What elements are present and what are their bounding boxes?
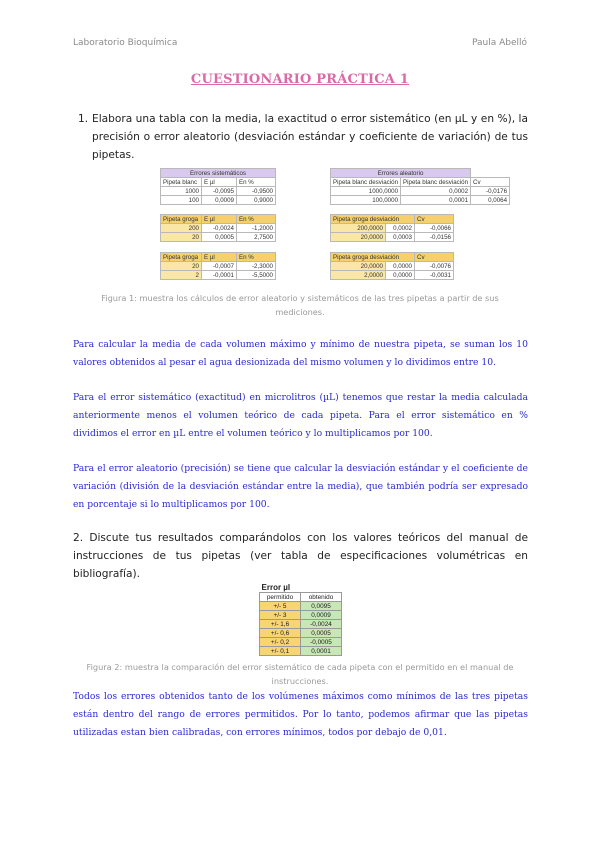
table-cell: 2 [161, 271, 202, 280]
fig1-right-block-1 [330, 168, 510, 205]
fig1-left-block-3 [160, 252, 276, 280]
table-cell: 0,0000 [386, 262, 415, 271]
table-cell: 200 [161, 224, 202, 233]
table-cell: -2,3000 [237, 262, 276, 271]
table-row [260, 647, 342, 656]
figure-2-caption: Figura 2: muestra la comparación del error sistemático de cada pipeta con el permitido en el manual de instrucciones. [86, 662, 514, 686]
table-cell: 100,0000 [331, 196, 401, 205]
table-row [260, 638, 342, 647]
question-2-text: Discute tus resultados comparándolos con los valores teóricos del manual de instrucciones de tus pipetas (ver tabla de especificaciones volumétricas en bibliografía). [73, 532, 528, 580]
table-cell: -0,0024 [301, 620, 342, 629]
paragraph-error-sistematico: Para el error sistemático (exactitud) en microlitros (µL) tenemos que restar la media calculada anteriormente menos el volumen teórico de cada pipeta. Para el error sistemático en % dividimos el error en µL entre el volumen teórico y lo multiplicamos por 100. [73, 392, 528, 439]
table-cell: 2,7500 [237, 233, 276, 242]
table-row [260, 611, 342, 620]
col-header: Pipeta groga [161, 215, 202, 224]
col-header: E µl [202, 215, 237, 224]
paragraph-conclusion: Todos los errores obtenidos tanto de los volúmenes máximos como mínimos de las tres pipetas están dentro del rango de errores permitidos. Por lo tanto, podemos afirmar que las pipetas utilizadas estan bien calibradas, con errores mínimos, todos por debajo de 0,01. [73, 691, 528, 738]
table-cell: +/- 1,6 [260, 620, 301, 629]
table-row [260, 620, 342, 629]
table-cell: 0,0005 [301, 629, 342, 638]
table-cell: -0,0095 [202, 187, 237, 196]
col-header: Cv [471, 178, 510, 187]
table-cell: 1000 [161, 187, 202, 196]
fig2-title: Error µl [261, 583, 291, 592]
table-cell: 20 [161, 233, 202, 242]
col-header: Pipeta blanc desviación [331, 178, 401, 187]
table-cell: +/- 0,6 [260, 629, 301, 638]
table-cell: 20,0000 [331, 233, 386, 242]
table-cell: 0,0003 [386, 233, 415, 242]
header-course: Laboratorio Bioquímica [73, 38, 178, 48]
table-cell: 2,0000 [331, 271, 386, 280]
col-header: En % [237, 253, 276, 262]
table-row [260, 602, 342, 611]
question-1 [78, 110, 528, 164]
col-header: Cv [415, 215, 454, 224]
col-header: E µl [202, 178, 237, 187]
paragraph-error-aleatorio: Para el error aleatorio (precisión) se tiene que calcular la desviación estándar y el coeficiente de variación (división de la desviación estándar entre la media), que también podría ser expresado en porcentaje si lo multiplicamos por 100. [73, 463, 528, 510]
fig1-right-block-2 [330, 214, 454, 242]
table-cell: 0,0064 [471, 196, 510, 205]
table-row [260, 629, 342, 638]
col-header: obtenido [301, 593, 342, 602]
table-cell: +/- 3 [260, 611, 301, 620]
table-cell: 0,0005 [202, 233, 237, 242]
table-cell: -0,0001 [202, 271, 237, 280]
table-cell: 0,0001 [401, 196, 471, 205]
col-header: Cv [415, 253, 454, 262]
table-cell: -1,2000 [237, 224, 276, 233]
table-cell: 0,0009 [202, 196, 237, 205]
fig1-sistematicos-title: Errores sistemáticos [161, 169, 276, 178]
fig1-right-block-3 [330, 252, 454, 280]
col-header: Pipeta blanc [161, 178, 202, 187]
table-cell: -0,0007 [202, 262, 237, 271]
document-title: CUESTIONARIO PRÁCTICA 1 [190, 72, 410, 87]
col-header: permitido [260, 593, 301, 602]
fig1-left-block-2 [160, 214, 276, 242]
question-2 [73, 529, 528, 583]
table-cell: -0,0031 [415, 271, 454, 280]
table-cell: +/- 5 [260, 602, 301, 611]
question-1-text: Elabora una tabla con la media, la exactitud o error sistemático (en µL y en %), la precisión o error aleatorio (desviación estándar y coeficiente de variación) de tus pipetas. [92, 113, 528, 161]
table-cell: 20,0000 [331, 262, 386, 271]
table-cell: 20 [161, 262, 202, 271]
table-cell: +/- 0,2 [260, 638, 301, 647]
table-cell: 100 [161, 196, 202, 205]
paragraph-media: Para calcular la media de cada volumen máximo y mínimo de nuestra pipeta, se suman los 10 valores obtenidos al pesar el agua desionizada del mismo volumen y lo dividimos entre 10. [73, 339, 528, 368]
col-header: E µl [202, 253, 237, 262]
table-cell: 0,0001 [301, 647, 342, 656]
table-cell: 0,9000 [237, 196, 276, 205]
col-header: Pipeta groga [161, 253, 202, 262]
col-header: En % [237, 178, 276, 187]
table-cell: -0,0005 [301, 638, 342, 647]
fig1-aleatorio-title: Errores aleatorio [331, 169, 471, 178]
col-header: En % [237, 215, 276, 224]
table-cell: 200,0000 [331, 224, 386, 233]
question-1-number: 1. [78, 113, 89, 125]
col-header: Pipeta groga desviación [331, 253, 415, 262]
col-header: Pipeta blanc desviación [401, 178, 471, 187]
table-cell: -0,0076 [415, 262, 454, 271]
table-cell: 0,0002 [386, 224, 415, 233]
table-cell: -0,0024 [202, 224, 237, 233]
table-cell: -0,9500 [237, 187, 276, 196]
table-cell: 0,0095 [301, 602, 342, 611]
fig1-left-block-1 [160, 168, 276, 205]
header-author: Paula Abelló [471, 38, 527, 48]
table-cell: -0,0066 [415, 224, 454, 233]
table-cell: +/- 0,1 [260, 647, 301, 656]
col-header: Pipeta groga desviación [331, 215, 415, 224]
table-cell: 0,0002 [401, 187, 471, 196]
question-2-number: 2. [73, 532, 84, 544]
table-cell: 0,0009 [301, 611, 342, 620]
figure-2-table [259, 583, 342, 656]
table-cell: 0,0000 [386, 271, 415, 280]
figure-1-caption: Figura 1: muestra los cálculos de error aleatorio y sistemáticos de las tres pipetas a partir de sus mediciones. [101, 293, 499, 317]
table-cell: -5,5000 [237, 271, 276, 280]
table-cell: 1000,0000 [331, 187, 401, 196]
table-cell: -0,0176 [471, 187, 510, 196]
table-cell: -0,0156 [415, 233, 454, 242]
